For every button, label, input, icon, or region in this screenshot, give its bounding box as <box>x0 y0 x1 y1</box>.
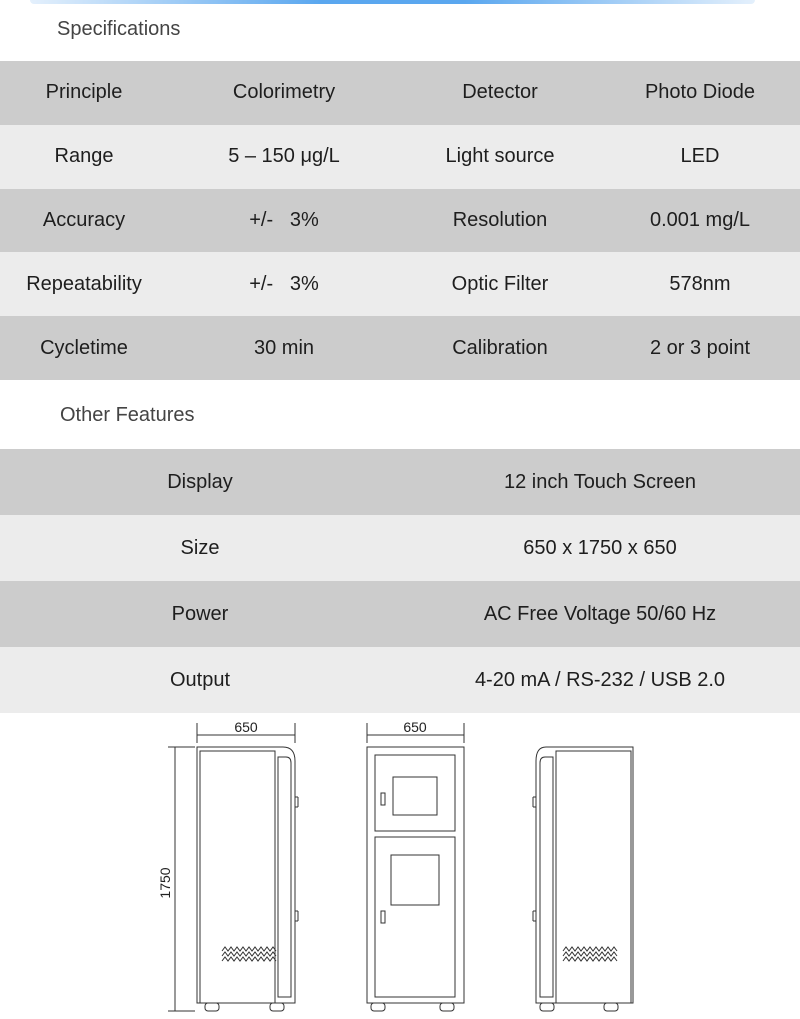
feature-label: Size <box>0 515 400 581</box>
table-row <box>0 449 800 515</box>
spec-label: Repeatability <box>0 252 168 316</box>
spec-value: 2 or 3 point <box>600 316 800 380</box>
spec-label: Principle <box>0 61 168 125</box>
width-label-front: 650 <box>403 719 427 735</box>
spec-label: Calibration <box>400 316 600 380</box>
spec-value: +/- 3% <box>168 252 400 316</box>
spec-value: 0.001 mg/L <box>600 189 800 253</box>
spec-value: Colorimetry <box>168 61 400 125</box>
feature-value: AC Free Voltage 50/60 Hz <box>400 581 800 647</box>
width-label-side: 650 <box>234 719 258 735</box>
spec-value: 578nm <box>600 252 800 316</box>
feature-label: Power <box>0 581 400 647</box>
spec-label: Optic Filter <box>400 252 600 316</box>
feature-value: 650 x 1750 x 650 <box>400 515 800 581</box>
cabinet-dimension-drawing <box>0 715 800 1019</box>
table-row <box>0 515 800 581</box>
other-features-title: Other Features <box>60 404 195 426</box>
feature-label: Output <box>0 647 400 713</box>
cabinet-front-view <box>367 723 464 1011</box>
other-features-table <box>0 449 800 713</box>
table-row <box>0 647 800 713</box>
cabinet-side-view <box>168 723 298 1011</box>
spec-label: Accuracy <box>0 189 168 253</box>
specifications-table <box>0 61 800 380</box>
spec-label: Resolution <box>400 189 600 253</box>
spec-label: Light source <box>400 125 600 189</box>
table-row <box>0 61 800 125</box>
feature-value: 12 inch Touch Screen <box>400 449 800 515</box>
cabinet-side-view-right <box>533 747 633 1011</box>
table-row <box>0 581 800 647</box>
table-row <box>0 189 800 253</box>
feature-value: 4-20 mA / RS-232 / USB 2.0 <box>400 647 800 713</box>
spec-value: LED <box>600 125 800 189</box>
spec-label: Range <box>0 125 168 189</box>
table-row <box>0 252 800 316</box>
spec-value: 30 min <box>168 316 400 380</box>
spec-value: Photo Diode <box>600 61 800 125</box>
spec-label: Cycletime <box>0 316 168 380</box>
spec-label: Detector <box>400 61 600 125</box>
spec-value: 5 – 150 μg/L <box>168 125 400 189</box>
feature-label: Display <box>0 449 400 515</box>
table-row <box>0 316 800 380</box>
table-row <box>0 125 800 189</box>
specifications-title: Specifications <box>57 18 181 40</box>
top-accent-bar <box>30 0 755 4</box>
spec-value: +/- 3% <box>168 189 400 253</box>
height-label: 1750 <box>157 867 173 899</box>
